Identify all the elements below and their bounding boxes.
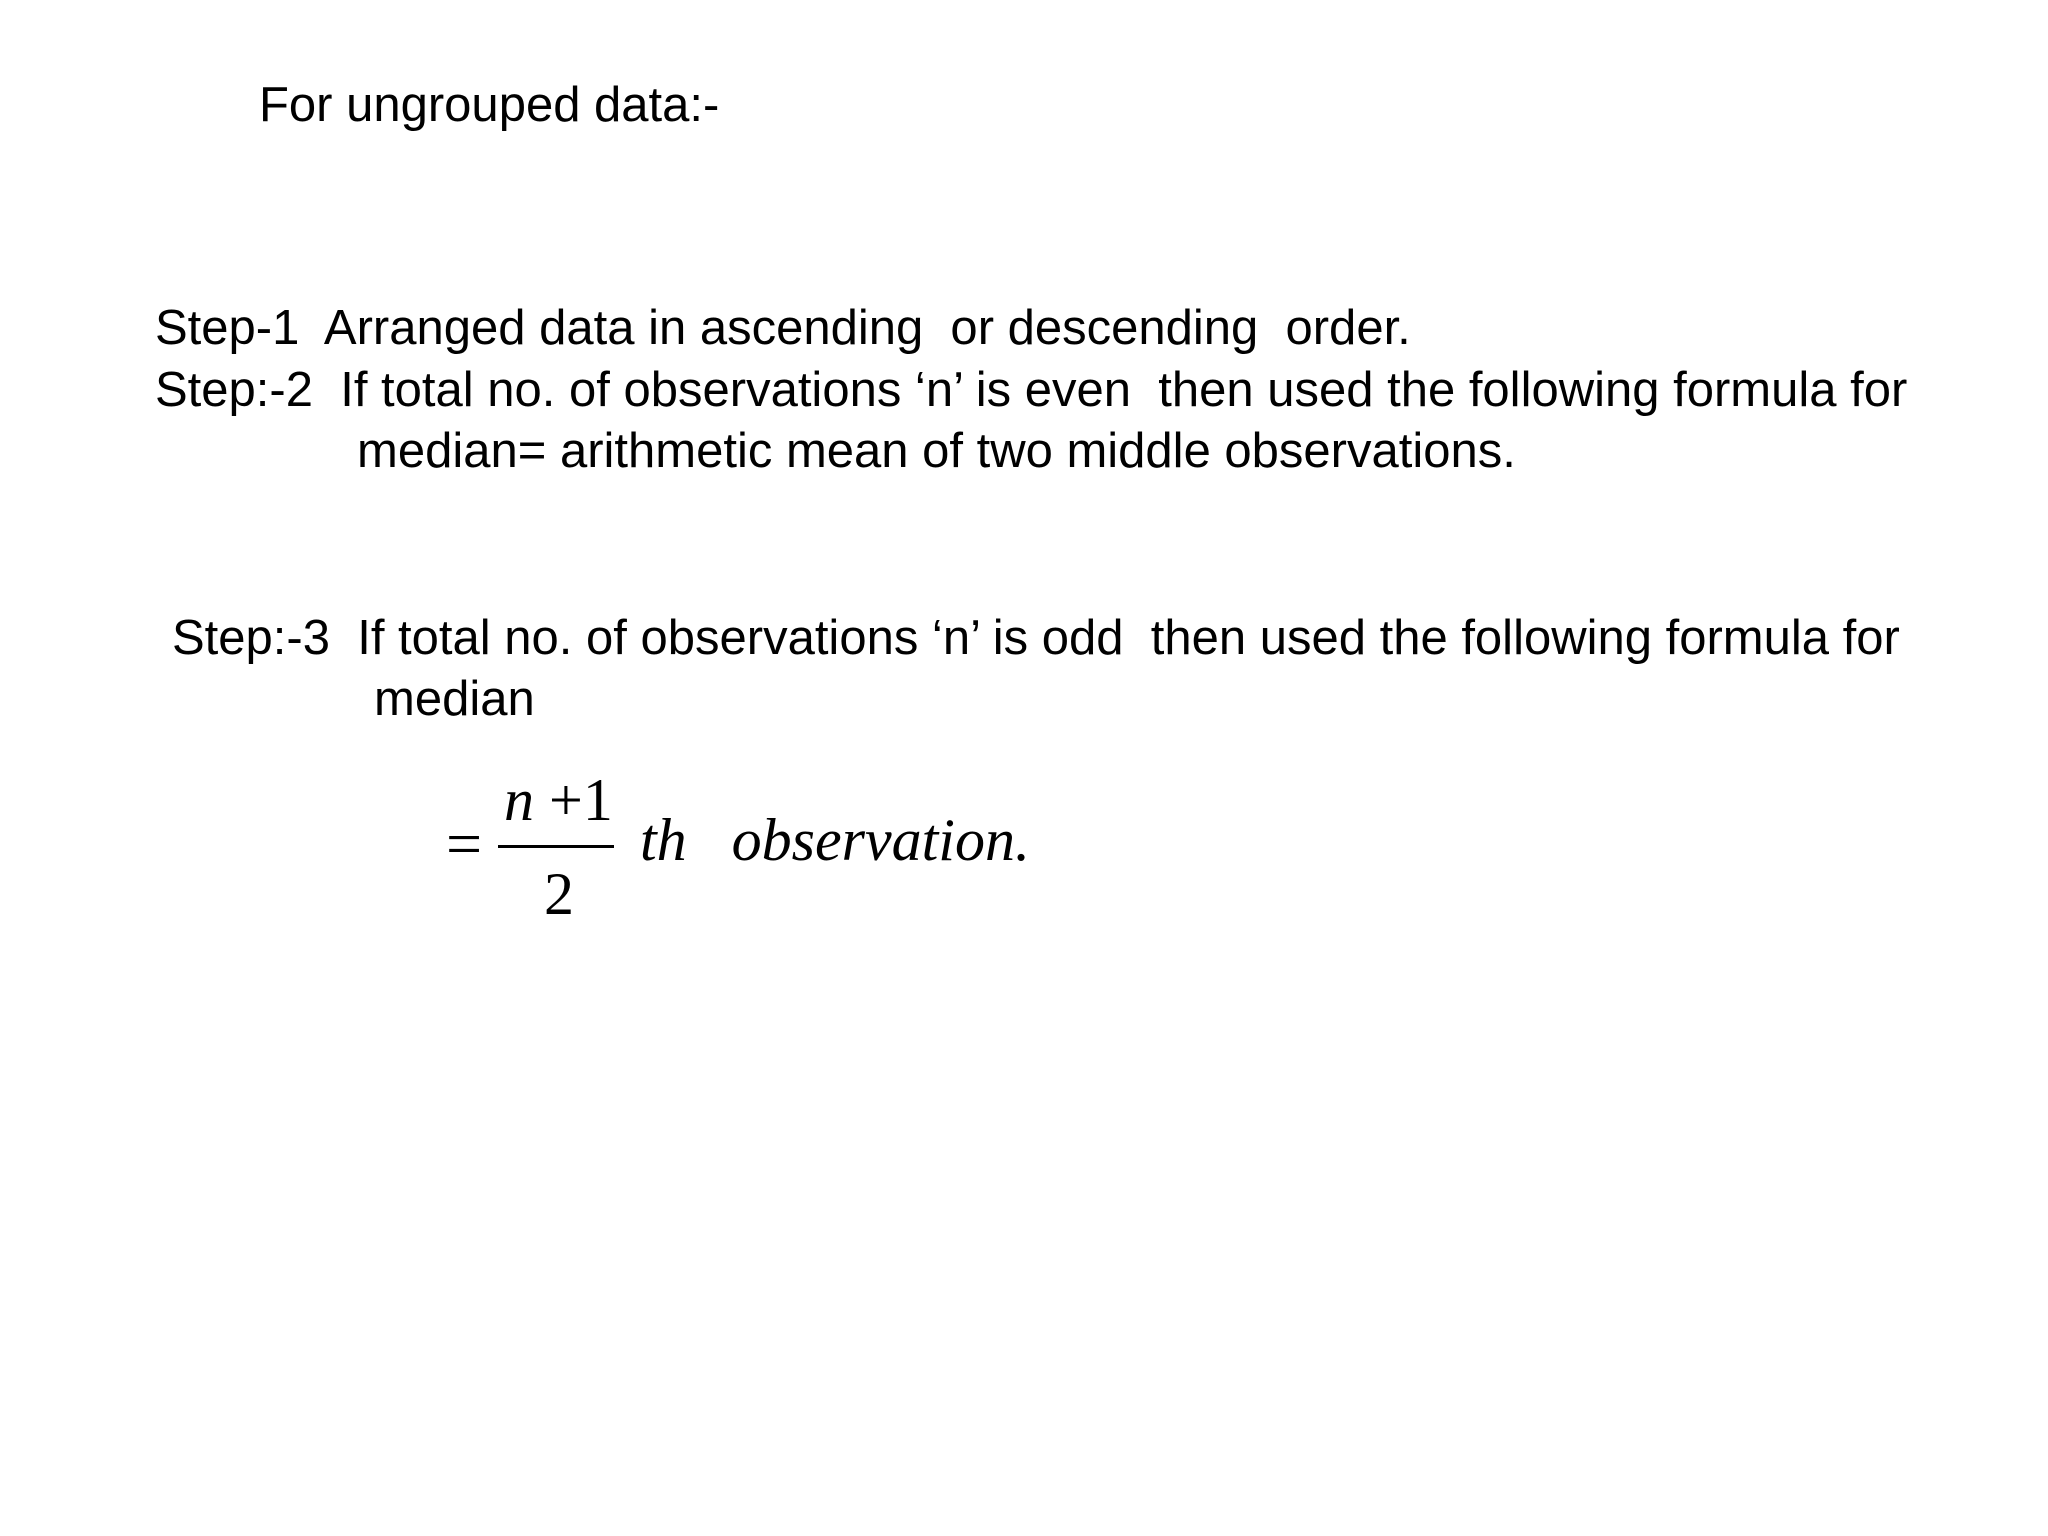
formula-fraction-bar xyxy=(498,845,614,848)
formula-denominator: 2 xyxy=(544,861,574,927)
slide-heading: For ungrouped data:- xyxy=(259,78,720,132)
formula-numerator-variable: n xyxy=(504,767,534,833)
step-1-text: Step-1 Arranged data in ascending or descending order. xyxy=(155,301,1411,355)
formula-suffix: th observation. xyxy=(640,807,1030,873)
formula-equals-sign: = xyxy=(446,808,483,879)
step-2-continuation: median= arithmetic mean of two middle observations. xyxy=(357,424,1516,478)
median-formula xyxy=(446,768,1086,938)
step-3-continuation: median xyxy=(374,672,535,726)
formula-numerator-rest: +1 xyxy=(534,767,613,833)
step-3-text: Step:-3 If total no. of observations ‘n’ is odd then used the following formula for xyxy=(172,611,1900,665)
step-2-text: Step:-2 If total no. of observations ‘n’ is even then used the following formula for xyxy=(155,363,1908,417)
formula-numerator xyxy=(504,767,613,833)
